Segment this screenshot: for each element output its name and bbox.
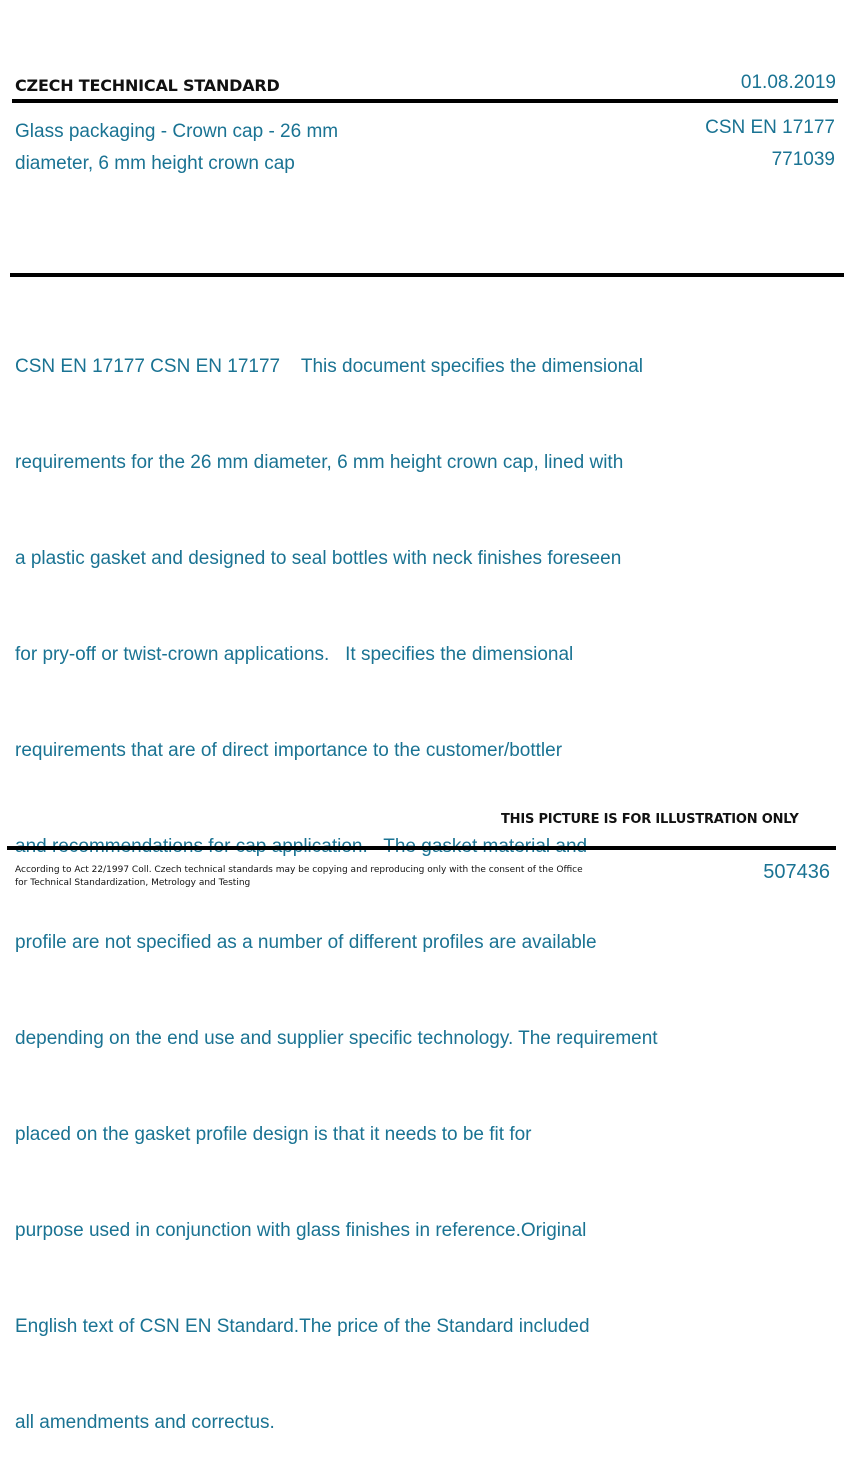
description-line: profile are not specified as a number of different profiles are available (15, 932, 597, 953)
description-line: placed on the gasket profile design is that it needs to be fit for (15, 1124, 532, 1145)
legal-notice (15, 864, 595, 890)
document-number: 507436 (763, 861, 830, 883)
description-line: requirements for the 26 mm diameter, 6 mm height crown cap, lined with (15, 452, 624, 473)
description-line: requirements that are of direct importance to the customer/bottler (15, 740, 563, 761)
standard-subject (15, 116, 435, 180)
description-line: purpose used in conjunction with glass finishes in reference.Original (15, 1220, 587, 1241)
legal-notice-line: for Technical Standardization, Metrology and Testing (15, 878, 251, 888)
illustration-disclaimer: THIS PICTURE IS FOR ILLUSTRATION ONLY (501, 812, 799, 827)
standard-subject-line: diameter, 6 mm height crown cap (15, 153, 295, 174)
description-line: all amendments and correctus. (15, 1412, 275, 1433)
catalog-code: 771039 (771, 149, 835, 170)
description-line: CSN EN 17177 CSN EN 17177 This document specifies the dimensional (15, 356, 644, 377)
description-line: English text of CSN EN Standard.The price of the Standard included (15, 1316, 590, 1337)
standard-subject-line: Glass packaging - Crown cap - 26 mm (15, 121, 339, 142)
description-line: a plastic gasket and designed to seal bottles with neck finishes foreseen (15, 548, 622, 569)
publication-date: 01.08.2019 (740, 72, 836, 93)
section-divider (10, 273, 844, 277)
header-divider (12, 99, 838, 103)
document-type-title: CZECH TECHNICAL STANDARD (15, 76, 280, 95)
standard-code: CSN EN 17177 (705, 117, 835, 138)
legal-notice-line: According to Act 22/1997 Coll. Czech technical standards may be copying and reproducing only with the consent of the Office (15, 865, 583, 875)
footer-divider (7, 846, 836, 850)
description-line: depending on the end use and supplier specific technology. The requirement (15, 1028, 658, 1049)
description-line: for pry-off or twist-crown applications. It specifies the dimensional (15, 644, 574, 665)
